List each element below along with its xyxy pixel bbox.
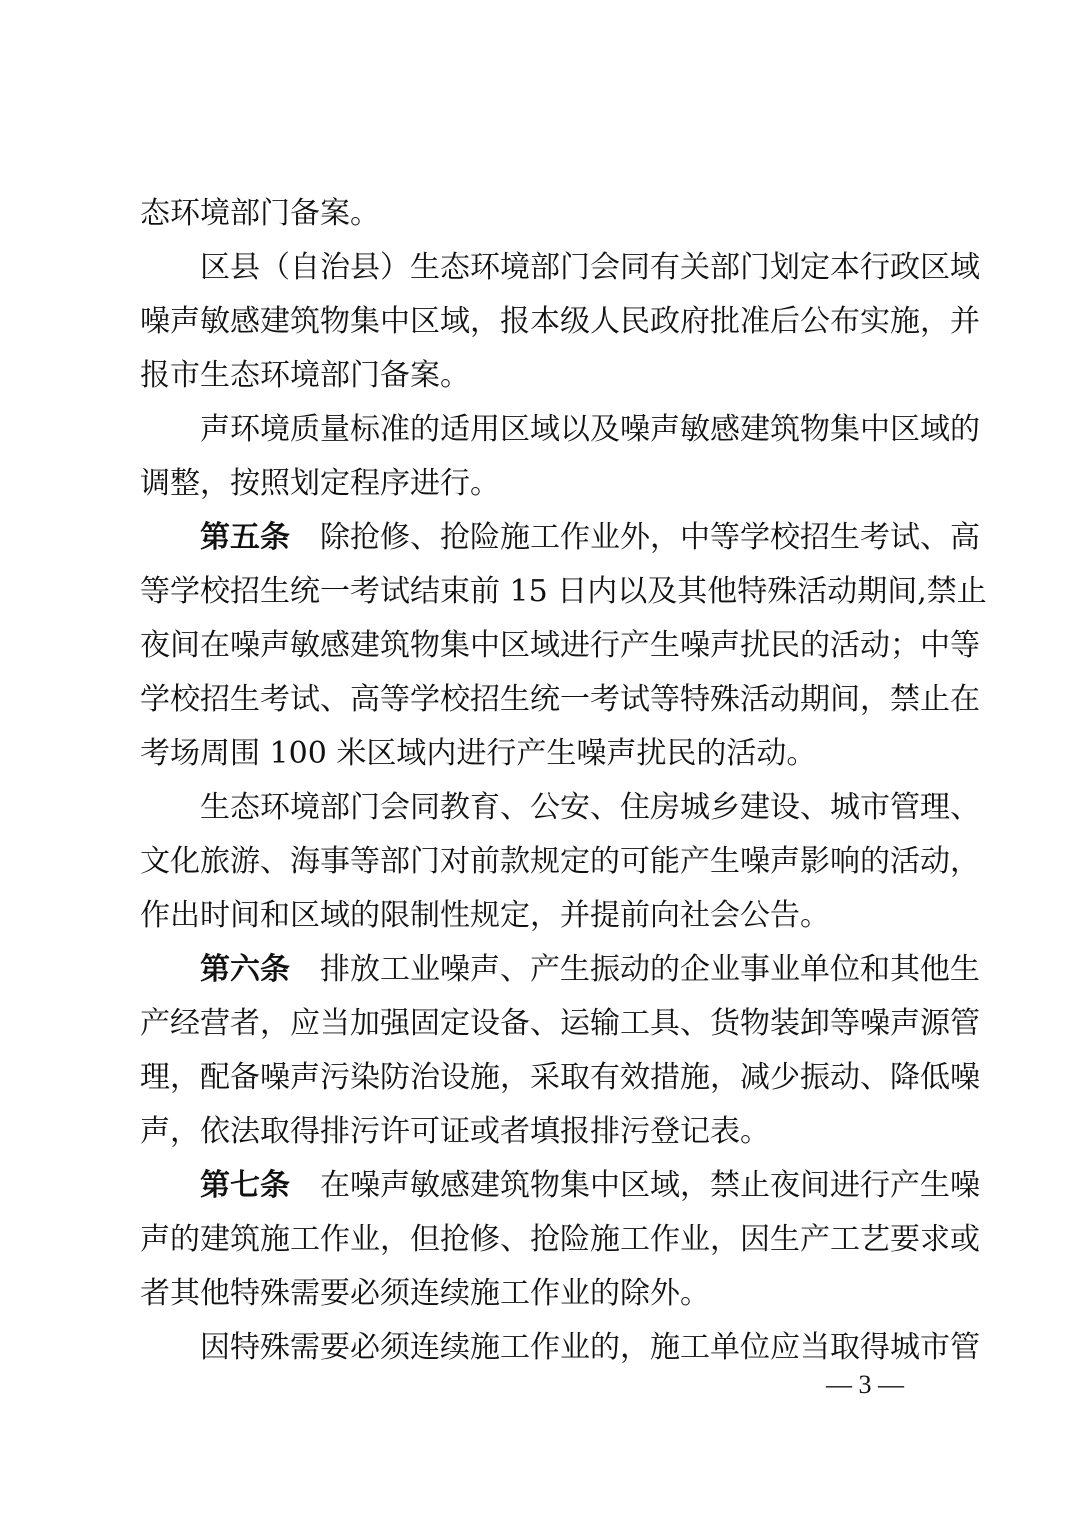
text-line: 态环境部门备案。 <box>140 196 380 231</box>
article-7-first-line <box>200 1166 980 1206</box>
text-line: 理，配备噪声污染防治设施，采取有效措施，减少振动、降低噪 <box>140 1060 980 1095</box>
article-6-first-line <box>200 950 980 990</box>
page-number: — 3 — <box>826 1370 904 1399</box>
text-line: 因特殊需要必须连续施工作业的，施工单位应当取得城市管 <box>200 1330 980 1365</box>
text-line: 噪声敏感建筑物集中区域，报本级人民政府批准后公布实施，并 <box>140 304 980 339</box>
text-line: 排放工业噪声、产生振动的企业事业单位和其他生 <box>320 952 980 987</box>
text-line: 夜间在噪声敏感建筑物集中区域进行产生噪声扰民的活动；中等 <box>140 628 980 663</box>
text-line: 报市生态环境部门备案。 <box>140 358 470 393</box>
text-line: 声环境质量标准的适用区域以及噪声敏感建筑物集中区域的 <box>200 412 980 447</box>
article-7-label: 第七条 <box>200 1168 290 1203</box>
text-line: 产经营者，应当加强固定设备、运输工具、货物装卸等噪声源管 <box>140 1006 980 1041</box>
text-line: 等学校招生统一考试结束前 15 日内以及其他特殊活动期间,禁止 <box>140 574 987 609</box>
text-line: 声，依法取得排污许可证或者填报排污登记表。 <box>140 1114 770 1149</box>
text-line: 声的建筑施工作业，但抢修、抢险施工作业，因生产工艺要求或 <box>140 1222 980 1257</box>
article-5-first-line <box>200 518 980 558</box>
text-line: 文化旅游、海事等部门对前款规定的可能产生噪声影响的活动， <box>140 844 980 879</box>
article-6-label: 第六条 <box>200 952 290 987</box>
article-5-label: 第五条 <box>200 520 290 555</box>
text-line: 除抢修、抢险施工作业外，中等学校招生考试、高 <box>320 520 980 555</box>
text-line: 区县（自治县）生态环境部门会同有关部门划定本行政区域 <box>200 250 980 285</box>
text-line: 学校招生考试、高等学校招生统一考试等特殊活动期间，禁止在 <box>140 682 980 717</box>
text-line: 调整，按照划定程序进行。 <box>140 466 500 501</box>
text-line: 作出时间和区域的限制性规定，并提前向社会公告。 <box>140 898 830 933</box>
text-line: 考场周围 100 米区域内进行产生噪声扰民的活动。 <box>140 736 817 771</box>
text-line: 生态环境部门会同教育、公安、住房城乡建设、城市管理、 <box>200 790 980 825</box>
text-line: 者其他特殊需要必须连续施工作业的除外。 <box>140 1276 710 1311</box>
text-line: 在噪声敏感建筑物集中区域，禁止夜间进行产生噪 <box>320 1168 980 1203</box>
